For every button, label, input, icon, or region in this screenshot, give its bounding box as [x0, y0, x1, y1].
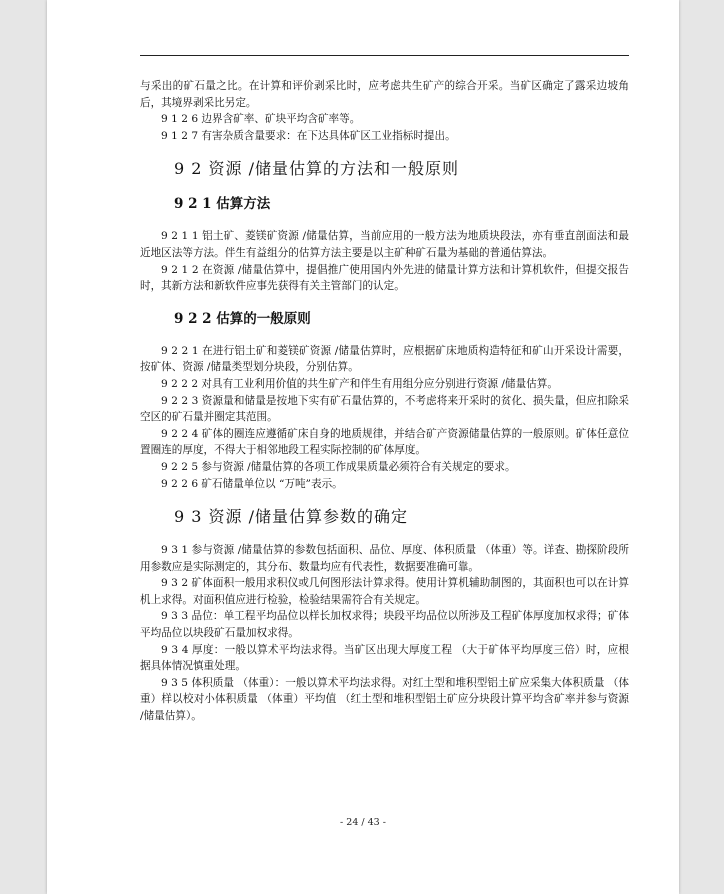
heading-9-2: 9 2 资源 /储量估算的方法和一般原则: [174, 159, 460, 179]
heading-9-2-1: 9 2 1 估算方法: [174, 196, 271, 213]
paragraph-9226: 9 2 2 6 矿石储量单位以 “万吨”表示。: [161, 477, 343, 490]
header-rule: [140, 55, 629, 56]
paragraph-9225: 9 2 2 5 参与资源 /储量估算的各项工作成果质量必须符合有关规定的要求。: [161, 460, 516, 473]
paragraph-9222: 9 2 2 2 对具有工业利用价值的共生矿产和伴生有用组分应分别进行资源 /储量估算。: [161, 377, 558, 390]
paragraph-continued: 与采出的矿石量之比。在计算和评价剥采比时，应考虑共生矿产的综合开采。当矿区确定了露采边坡角后，其境界剥采比另定。: [140, 80, 629, 109]
page-content: [140, 78, 629, 725]
paragraph-9127: 9 1 2 7 有害杂质含量要求：在下达具体矿区工业指标时提出。: [161, 129, 456, 142]
paragraph-9211: 9 2 1 1 铝土矿、菱镁矿资源 /储量估算，当前应用的一般方法为地质块段法，亦有垂直剖面法和最近地区法等方法。伴生有益组分的估算方法主要是以主矿种矿石量为基础的普通估算法。: [140, 230, 629, 259]
paragraph-933: 9 3 3 品位：单工程平均品位以样长加权求得；块段平均品位以所涉及工程矿体厚度加权求得；矿体平均品位以块段矿石量加权求得。: [140, 610, 629, 640]
heading-9-3: 9 3 资源 /储量估算参数的确定: [174, 507, 409, 527]
paragraph-9221: 9 2 2 1 在进行铝土矿和菱镁矿资源 /储量估算时，应根据矿床地质构造特征和矿山开采设计需要，按矿体、资源 /储量类型划分块段，分别估算。: [140, 344, 629, 374]
paragraph-9212: 9 2 1 2 在资源 /储量估算中，提倡推广使用国内外先进的储量计算方法和计算机软件，但提交报告时，其新方法和新软件应事先获得有关主管部门的认定。: [140, 263, 629, 293]
paragraph-931: 9 3 1 参与资源 /储量估算的参数包括面积、品位、厚度、体积质量 （体重）等。详查、勘探阶段所用参数应是实际测定的，其分布、数量均应有代表性，数据要准确可靠。: [140, 544, 629, 573]
paragraph-934: 9 3 4 厚度：一般以算术平均法求得。当矿区出现大厚度工程 （大于矿体平均厚度三倍）时，应根据具体情况慎重处理。: [140, 643, 629, 673]
paragraph-932: 9 3 2 矿体面积一般用求积仪或几何图形法计算求得。使用计算机辅助制图的，其面积也可以在计算机上求得。对面积值应进行检验，检验结果需符合有关规定。: [140, 577, 629, 606]
paragraph-9223: 9 2 2 3 资源量和储量是按地下实有矿石量估算的，不考虑将来开采时的贫化、损失量，但应扣除采空区的矿石量并圈定其范围。: [140, 394, 629, 424]
paragraph-935: 9 3 5 体积质量 （体重）：一般以算术平均法求得。对红土型和堆积型铝土矿应采集大体积质量 （体重）样以校对小体积质量 （体重）平均值 （红土型和堆积型铝土矿应分块段计算平均含矿率并参与资源 /储量估算）。: [140, 676, 629, 723]
paragraph-9224: 9 2 2 4 矿体的圈连应遵循矿床自身的地质规律，并结合矿产资源储量估算的一般原则。矿体任意位置圈连的厚度，不得大于相邻地段工程实际控制的矿体厚度。: [140, 427, 629, 457]
paragraph-9126: 9 1 2 6 边界含矿率、矿块平均含矿率等。: [161, 113, 361, 126]
heading-9-2-2: 9 2 2 估算的一般原则: [174, 310, 311, 327]
page-number: - 24 / 43 -: [340, 817, 386, 828]
document-page: [47, 0, 679, 894]
